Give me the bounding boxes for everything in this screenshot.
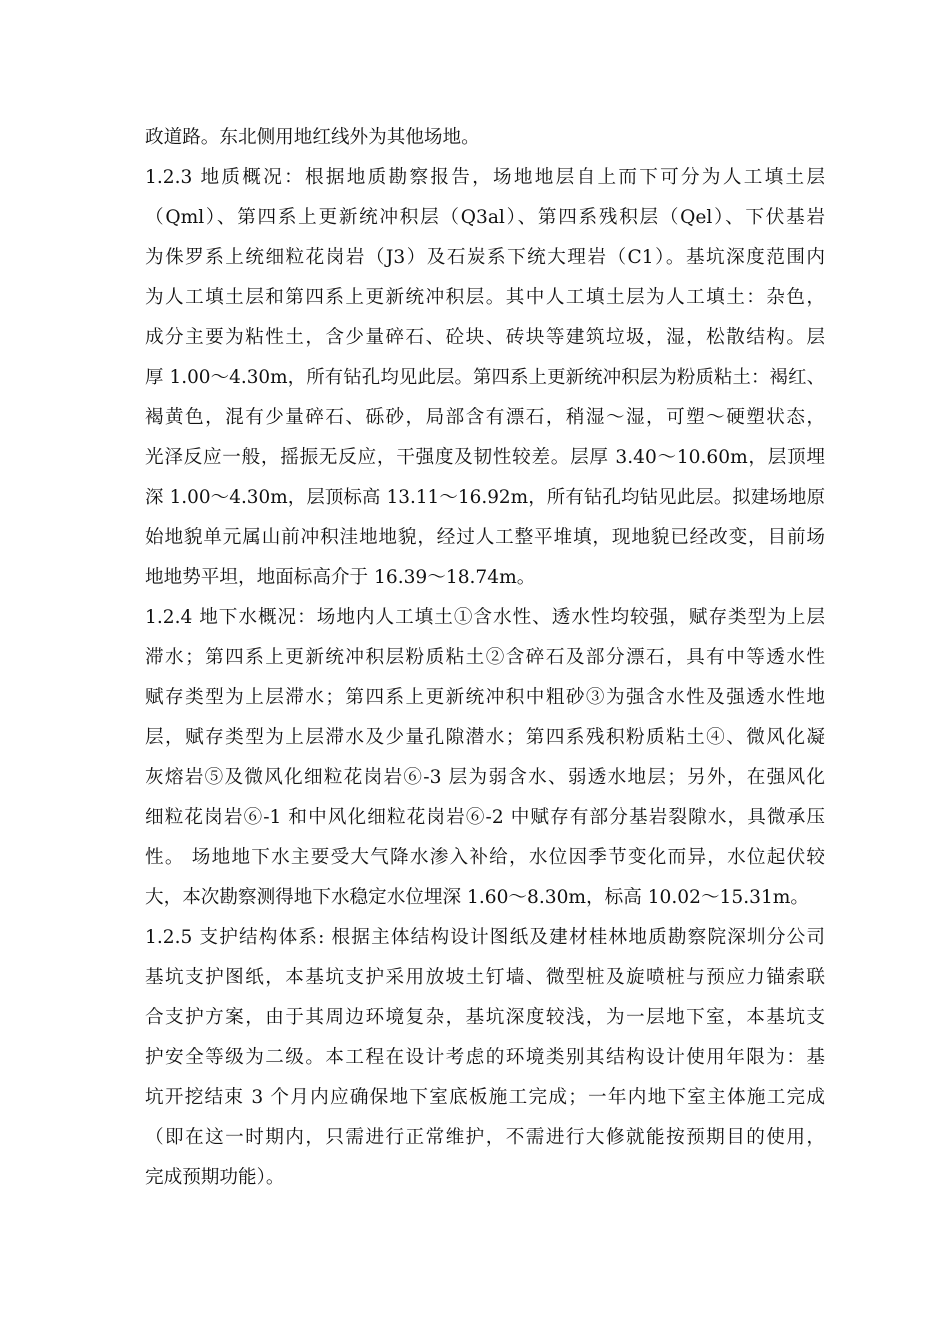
text-line: 褐黄色，混有少量碎石、砾砂，局部含有漂石，稍湿～湿，可塑～硬塑状态， [145, 407, 825, 428]
body-text [145, 118, 825, 1198]
text-line: （Qml）、第四系上更新统冲积层（Q3al）、第四系残积层（Qel）、下伏基岩 [145, 207, 825, 228]
text-line: 层，赋存类型为上层滞水及少量孔隙潜水；第四系残积粉质粘土④、微风化凝 [145, 727, 825, 748]
text-line: 性。 场地地下水主要受大气降水渗入补给，水位因季节变化而异，水位起伏较 [145, 847, 825, 868]
text-line: 基坑支护图纸，本基坑支护采用放坡土钉墙、微型桩及旋喷桩与预应力锚索联 [145, 967, 825, 988]
text-line: 大，本次勘察测得地下水稳定水位埋深 1.60～8.30m，标高 10.02～15.31m。 [145, 887, 810, 908]
text-line: 护安全等级为二级。本工程在设计考虑的环境类别其结构设计使用年限为：基 [145, 1047, 825, 1068]
section-1-2-3-line: 1.2.3 地质概况：根据地质勘察报告，场地地层自上而下可分为人工填土层 [145, 167, 825, 188]
text-line: 地地势平坦，地面标高介于 16.39～18.74m。 [145, 567, 536, 588]
text-line: 完成预期功能）。 [145, 1167, 285, 1188]
text-line: 光泽反应一般，摇振无反应，干强度及韧性较差。层厚 3.40～10.60m，层顶埋 [145, 447, 825, 468]
text-line: 滞水；第四系上更新统冲积层粉质粘土②含碎石及部分漂石，具有中等透水性 [145, 647, 825, 668]
text-line: 为人工填土层和第四系上更新统冲积层。其中人工填土层为人工填土：杂色， [145, 287, 825, 308]
text-line: 为侏罗系上统细粒花岗岩（J3）及石炭系下统大理岩（C1）。基坑深度范围内 [145, 247, 825, 268]
text-line: 灰熔岩⑤及微风化细粒花岗岩⑥-3 层为弱含水、弱透水地层；另外，在强风化 [145, 767, 825, 788]
text-line: 始地貌单元属山前冲积洼地地貌，经过人工整平堆填，现地貌已经改变，目前场 [145, 527, 825, 548]
text-line: 政道路。东北侧用地红线外为其他场地。 [145, 127, 480, 148]
text-line: 赋存类型为上层滞水；第四系上更新统冲积中粗砂③为强含水性及强透水性地 [145, 687, 825, 708]
text-line: 坑开挖结束 3 个月内应确保地下室底板施工完成；一年内地下室主体施工完成 [145, 1087, 825, 1108]
text-line: 厚 1.00～4.30m，所有钻孔均见此层。第四系上更新统冲积层为粉质粘土：褐红、 [145, 367, 825, 388]
text-line: （即在这一时期内，只需进行正常维护，不需进行大修就能按预期目的使用， [145, 1127, 825, 1148]
section-1-2-5-line: 1.2.5 支护结构体系: 根据主体结构设计图纸及建材桂林地质勘察院深圳分公司 [145, 927, 825, 948]
text-line: 成分主要为粘性土，含少量碎石、砼块、砖块等建筑垃圾，湿，松散结构。层 [145, 327, 825, 348]
text-line: 细粒花岗岩⑥-1 和中风化细粒花岗岩⑥-2 中赋存有部分基岩裂隙水，具微承压 [145, 807, 825, 828]
text-line: 合支护方案，由于其周边环境复杂，基坑深度较浅，为一层地下室，本基坑支 [145, 1007, 825, 1028]
section-1-2-4-line: 1.2.4 地下水概况：场地内人工填土①含水性、透水性均较强，赋存类型为上层 [145, 607, 825, 628]
text-line: 深 1.00～4.30m，层顶标高 13.11～16.92m，所有钻孔均钻见此层。拟建场地原 [145, 487, 825, 508]
